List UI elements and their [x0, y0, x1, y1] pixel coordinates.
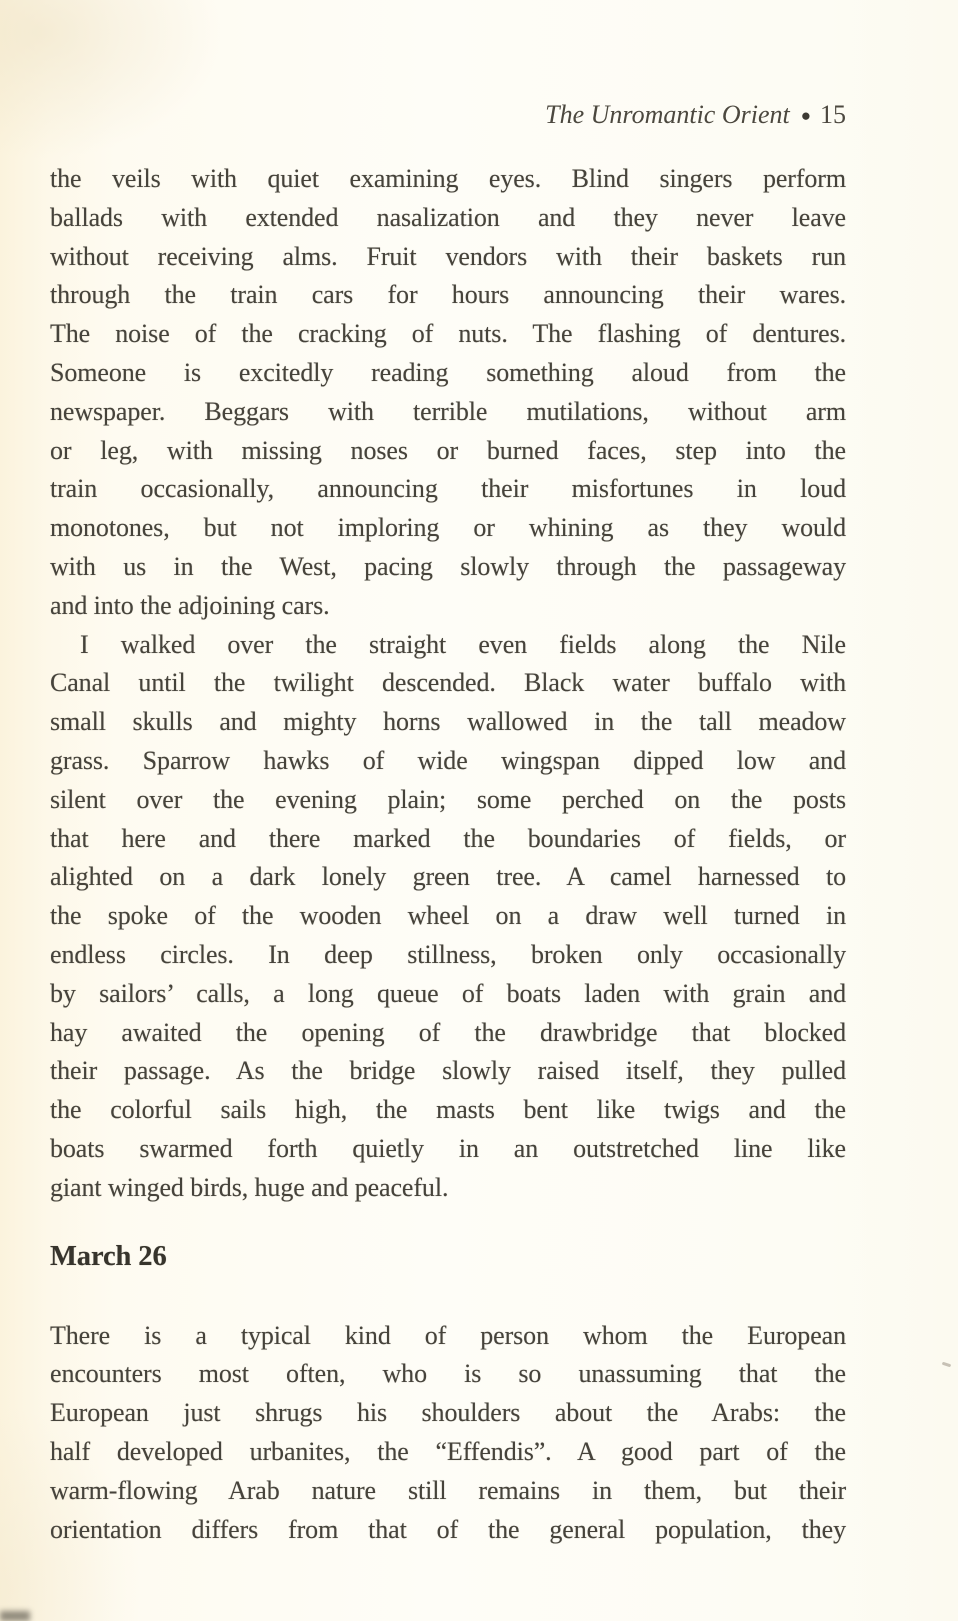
text-line: without receiving alms. Fruit vendors with their baskets run — [50, 241, 846, 271]
text-line: encounters most often, who is so unassuming that the — [50, 1359, 846, 1389]
page-body — [50, 160, 846, 1549]
text-line: through the train cars for hours announcing their wares. — [50, 280, 846, 310]
paragraph — [50, 626, 846, 1208]
text-line: European just shrugs his shoulders about the Arabs: the — [50, 1398, 846, 1428]
text-line: with us in the West, pacing slowly through the passageway — [50, 551, 846, 581]
text-line: The noise of the cracking of nuts. The flashing of dentures. — [50, 319, 846, 349]
text-line: warm-flowing Arab nature still remains in them, but their — [50, 1475, 846, 1505]
section-heading: March 26 — [50, 1240, 167, 1272]
text-line: grass. Sparrow hawks of wide wingspan dipped low and — [50, 745, 846, 775]
text-line: train occasionally, announcing their misfortunes in loud — [50, 474, 846, 504]
text-line: by sailors’ calls, a long queue of boats laden with grain and — [50, 978, 846, 1008]
text-line: endless circles. In deep stillness, broken only occasionally — [50, 939, 846, 969]
text-line: Someone is excitedly reading something aloud from the — [50, 357, 846, 387]
text-line: the spoke of the wooden wheel on a draw well turned in — [50, 901, 846, 931]
text-line: I walked over the straight even fields along the Nile — [80, 629, 846, 659]
text-line: hay awaited the opening of the drawbridge that blocked — [50, 1017, 846, 1047]
page-number: 15 — [820, 100, 846, 129]
paragraph — [50, 160, 846, 626]
text-line: monotones, but not imploring or whining as they would — [50, 513, 846, 543]
text-line: newspaper. Beggars with terrible mutilations, without arm — [50, 396, 846, 426]
text-line: orientation differs from that of the general population, they — [50, 1514, 846, 1544]
scan-smudge-artifact — [0, 1611, 30, 1621]
text-line: giant winged birds, huge and peaceful. — [50, 1172, 449, 1202]
text-line: boats swarmed forth quietly in an outstretched line like — [50, 1133, 846, 1163]
text-line: and into the adjoining cars. — [50, 590, 330, 620]
text-line: that here and there marked the boundaries of fields, or — [50, 823, 846, 853]
scan-speck-artifact — [942, 1362, 951, 1368]
running-header — [50, 100, 846, 130]
text-line: silent over the evening plain; some perched on the posts — [50, 784, 846, 814]
text-line: the colorful sails high, the masts bent like twigs and the — [50, 1095, 846, 1125]
bullet-icon: ● — [800, 106, 811, 125]
text-line: half developed urbanites, the “Effendis”. A good part of the — [50, 1436, 846, 1466]
running-header-title: The Unromantic Orient — [545, 100, 790, 129]
text-line: their passage. As the bridge slowly raised itself, they pulled — [50, 1056, 846, 1086]
text-line: or leg, with missing noses or burned faces, step into the — [50, 435, 846, 465]
text-line: small skulls and mighty horns wallowed in the tall meadow — [50, 707, 846, 737]
text-line: the veils with quiet examining eyes. Blind singers perform — [50, 164, 846, 193]
text-line: Canal until the twilight descended. Black water buffalo with — [50, 668, 846, 698]
paragraph — [50, 1317, 846, 1550]
text-line: There is a typical kind of person whom the European — [50, 1320, 846, 1350]
text-line: ballads with extended nasalization and they never leave — [50, 202, 846, 232]
text-line: alighted on a dark lonely green tree. A camel harnessed to — [50, 862, 846, 892]
